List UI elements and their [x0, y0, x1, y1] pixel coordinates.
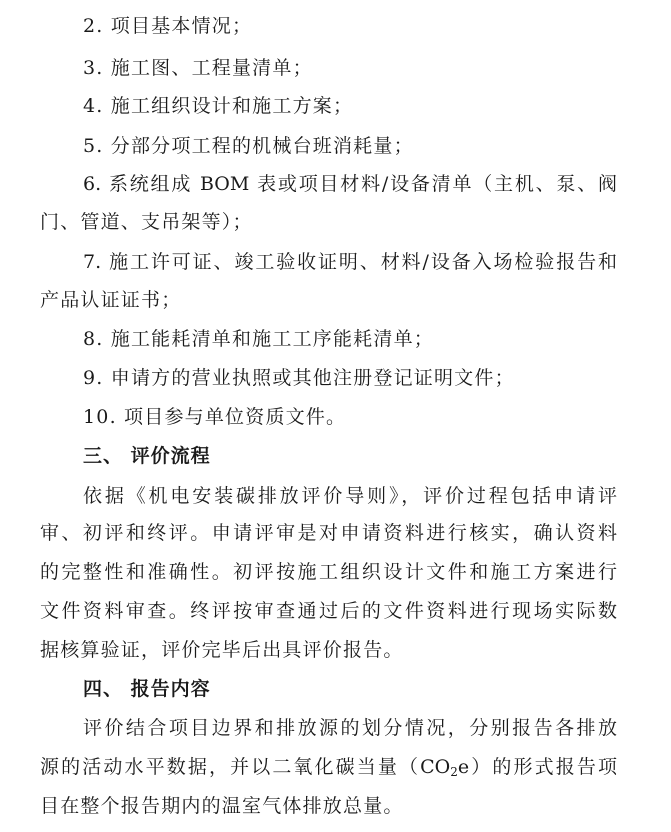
subscript: 2 — [450, 765, 458, 779]
list-item: 4. 施工组织设计和施工方案； — [83, 95, 354, 117]
paragraph-line: 据核算验证，评价完毕后出具评价报告。 — [40, 639, 404, 661]
paragraph-line: 评价结合项目边界和排放源的划分情况，分别报告各排放 — [83, 717, 617, 739]
list-item: 7. 施工许可证、竣工验收证明、材料/设备入场检验报告和 — [83, 251, 617, 273]
list-item: 3. 施工图、工程量清单； — [83, 57, 313, 79]
list-item-continuation: 门、管道、支吊架等）； — [40, 211, 253, 233]
paragraph-line: 的完整性和准确性。初评按施工组织设计文件和施工方案进行 — [40, 561, 617, 583]
paragraph-line: 文件资料审查。终评按审查通过后的文件资料进行现场实际数 — [40, 600, 617, 622]
list-item: 5. 分部分项工程的机械台班消耗量； — [83, 135, 414, 157]
list-item-continuation: 产品认证证书； — [40, 289, 182, 311]
paragraph-line — [0, 755, 671, 784]
section-heading: 四、 报告内容 — [83, 678, 211, 700]
text-segment: 源的活动水平数据，并以二氧化碳当量（CO — [40, 756, 451, 778]
paragraph-line: 目在整个报告期内的温室气体排放总量。 — [40, 795, 404, 817]
list-item: 2. 项目基本情况； — [83, 15, 253, 37]
paragraph-line: 审、初评和终评。申请评审是对申请资料进行核实，确认资料 — [40, 522, 617, 544]
list-item: 10. 项目参与单位资质文件。 — [83, 406, 347, 428]
paragraph-line: 依据《机电安装碳排放评价导则》，评价过程包括申请评 — [83, 485, 617, 507]
list-item: 9. 申请方的营业执照或其他注册登记证明文件； — [83, 367, 515, 389]
list-item: 6. 系统组成 BOM 表或项目材料/设备清单（主机、泵、阀 — [83, 173, 617, 195]
list-item: 8. 施工能耗清单和施工工序能耗清单； — [83, 328, 434, 350]
text-segment: e）的形式报告项 — [457, 756, 617, 778]
section-heading: 三、 评价流程 — [83, 445, 211, 467]
